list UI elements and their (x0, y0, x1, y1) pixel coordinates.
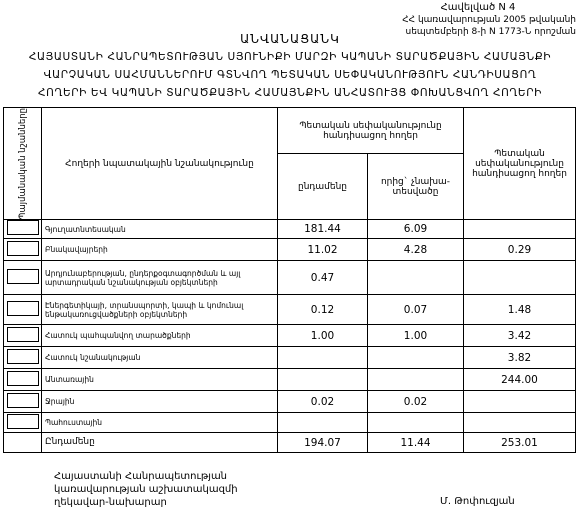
total-of-which: 11.44 (368, 433, 464, 453)
signatory-name: Մ. Թոփուզյան (440, 496, 515, 507)
row-of-which: 6.09 (368, 220, 464, 239)
table-row (4, 239, 576, 261)
row-total: 0.02 (278, 391, 368, 413)
symbol-box (7, 220, 39, 235)
heading-line-3: ՀՈՂԵՐԻ ԵՎ ԿԱՊԱՆԻ ՏԱՐԱԾՔԱՅԻՆ ՀԱՄԱՅՆՔԻՆ ԱՆՀԱՏՈՒՅՑ ՓՈԽԱՆՑՎՈՂ ՀՈՂԵՐԻ (38, 87, 542, 99)
total-row (4, 433, 576, 453)
annex-line-2: սեպտեմբերի 8-ի N 1773-Ն որոշման (405, 27, 576, 37)
document-heading (4, 48, 576, 102)
row-of-which (368, 347, 464, 369)
row-of-which (368, 413, 464, 433)
total-sum: 194.07 (278, 433, 368, 453)
symbol-box (7, 349, 39, 364)
row-total: 0.12 (278, 295, 368, 325)
row-of-which (368, 369, 464, 391)
row-name: Պահուստային (42, 413, 278, 433)
signatory-line-1: Հայաստանի Հանրապետության (54, 471, 228, 482)
row-name: Գյուղատնտեսական (42, 220, 278, 239)
row-transfer (464, 261, 576, 295)
row-total: 0.47 (278, 261, 368, 295)
row-transfer: 1.48 (464, 295, 576, 325)
row-name: Անտառային (42, 369, 278, 391)
row-name: Արդյունաբերության, ընդերքօգտագործման և այլ արտադրական նշանակության օբյեկտների (42, 261, 278, 295)
table-row (4, 220, 576, 239)
header-total: ընդամենը (278, 154, 368, 220)
row-total (278, 413, 368, 433)
signatory-line-2: կառավարության աշխատակազմի (54, 484, 238, 495)
row-of-which: 0.07 (368, 295, 464, 325)
row-transfer: 244.00 (464, 369, 576, 391)
row-name: Հատուկ նշանակության (42, 347, 278, 369)
table-row (4, 261, 576, 295)
row-name: Հատուկ պահպանվող տարածքների (42, 325, 278, 347)
row-of-which: 0.02 (368, 391, 464, 413)
row-total: 181.44 (278, 220, 368, 239)
header-state-group: Պետական սեփականությունը հանդիսացող հողեր (278, 108, 464, 154)
row-transfer (464, 220, 576, 239)
land-table (3, 107, 576, 453)
row-total: 11.02 (278, 239, 368, 261)
symbol-box (7, 327, 39, 342)
header-purpose: Հողերի նպատակային նշանակությունը (42, 108, 278, 220)
row-total (278, 347, 368, 369)
row-transfer (464, 391, 576, 413)
table-row (4, 325, 576, 347)
row-of-which (368, 261, 464, 295)
table-row (4, 347, 576, 369)
row-of-which: 1.00 (368, 325, 464, 347)
symbol-box (7, 269, 39, 284)
header-transfer: Պետական սեփականությունը հանդիսացող հողեր (464, 108, 576, 220)
header-code: Պայմանական նշանները (4, 108, 42, 220)
header-of-which: որից` չնախա-տեսվածը (368, 154, 464, 220)
row-transfer: 0.29 (464, 239, 576, 261)
row-total (278, 369, 368, 391)
table-row (4, 295, 576, 325)
symbol-box (7, 414, 39, 429)
row-transfer: 3.82 (464, 347, 576, 369)
row-transfer (464, 413, 576, 433)
heading-line-2: ՎԱՐՉԱԿԱՆ ՍԱՀՄԱՆՆԵՐՈՒՄ ԳՏՆՎՈՂ ՊԵՏԱԿԱՆ ՍԵՓԱԿԱՆՈՒԹՅՈՒՆ ՀԱՆԴԻՍԱՑՈՂ (43, 69, 537, 81)
heading-line-1: ՀԱՅԱՍՏԱՆԻ ՀԱՆՐԱՊԵՏՈՒԹՅԱՆ ՍՅՈՒՆԻՔԻ ՄԱՐԶԻ ԿԱՊԱՆԻ ՏԱՐԱԾՔԱՅԻՆ ՀԱՄԱՅՆՔԻ (28, 51, 552, 63)
symbol-box (7, 393, 39, 408)
table-row (4, 391, 576, 413)
symbol-box (7, 241, 39, 256)
row-name: Ջրային (42, 391, 278, 413)
row-name: Բնակավայրերի (42, 239, 278, 261)
annex-number: Հավելված N 4 (440, 2, 516, 13)
symbol-box (7, 301, 39, 316)
symbol-box (7, 371, 39, 386)
row-name: Էներգետիկայի, տրանսպորտի, կապի և կոմունալ ենթակառուցվածքների օբյեկտների (42, 295, 278, 325)
table-row (4, 413, 576, 433)
row-transfer: 3.42 (464, 325, 576, 347)
signatory-title (54, 470, 238, 509)
annex-line-1: ՀՀ կառավարության 2005 թվականի (402, 15, 576, 25)
row-of-which: 4.28 (368, 239, 464, 261)
total-transfer: 253.01 (464, 433, 576, 453)
total-label: Ընդամենը (42, 433, 278, 453)
document-title: ԱՆՎԱՆԱՑԱՆԿ (240, 32, 340, 46)
signatory-line-3: ղեկավար-նախարար (54, 497, 167, 508)
row-total: 1.00 (278, 325, 368, 347)
table-row (4, 369, 576, 391)
